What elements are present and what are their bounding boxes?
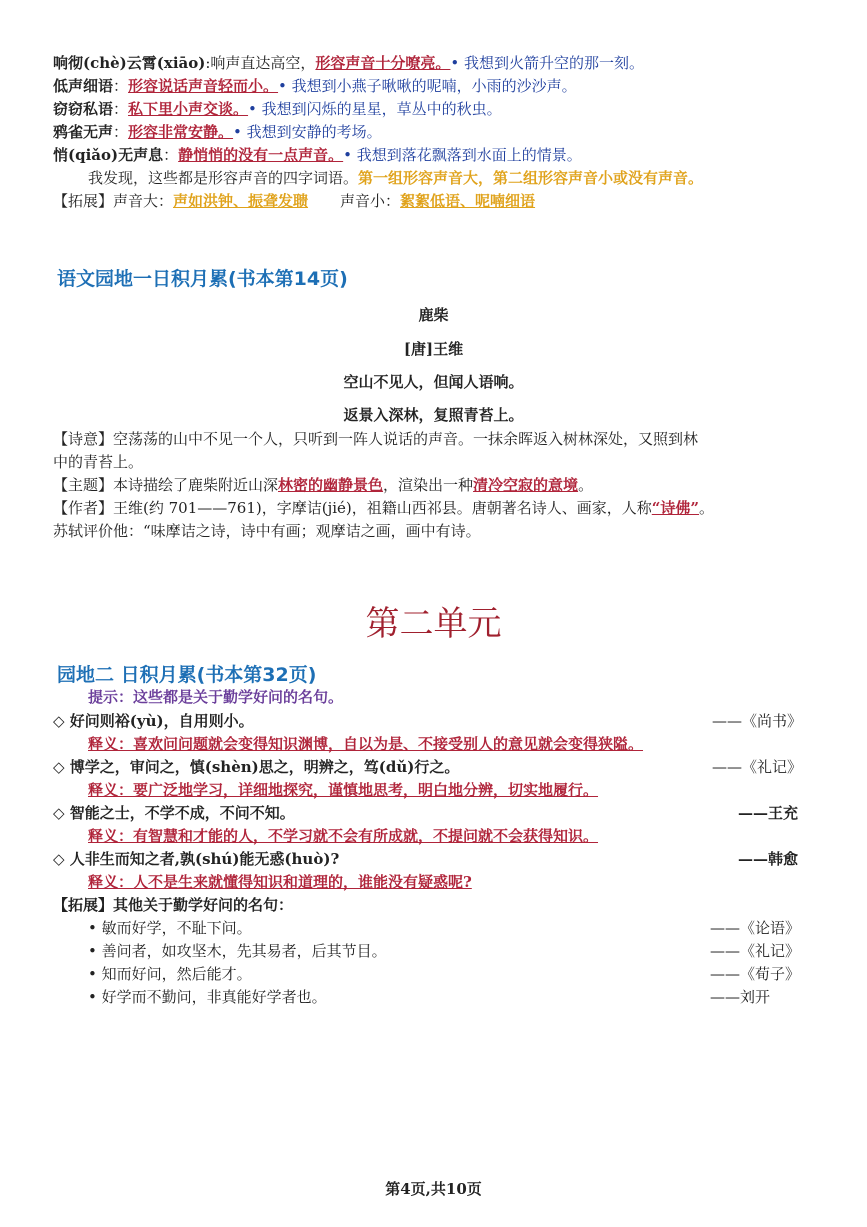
idiom-term: 窃窃私语 xyxy=(53,100,114,118)
idiom-plain: ： xyxy=(113,77,129,95)
quote-1: ◇ 好问则裕(yù)，自用则小。 xyxy=(53,712,254,730)
poem-meaning-2: 中的青苔上。 xyxy=(53,453,144,471)
idiom-association: • 我想到闪烁的星星，草丛中的秋虫。 xyxy=(248,100,502,118)
idiom-meaning: 形容非常安静。 xyxy=(128,123,234,141)
author-nickname: “诗佛” xyxy=(651,499,700,517)
expand-label: 【拓展】声音大： xyxy=(53,192,174,210)
quote-1-note: 释义：喜欢问问题就会变得知识渊博，自以为是、不接受别人的意见就会变得狭隘。 xyxy=(88,735,644,753)
quote-4: ◇ 人非生而知之者,孰(shú)能无惑(huò)? xyxy=(53,850,340,868)
discover-text: 我发现，这些都是形容声音的四字词语。 xyxy=(88,169,359,187)
extra-quote-2-source: ——《礼记》 xyxy=(710,942,801,960)
theme-text: 。 xyxy=(578,476,594,494)
idiom-association: • 我想到安静的考场。 xyxy=(233,123,382,141)
idiom-term: 响彻(chè)云霄(xiāo) xyxy=(53,54,206,72)
extra-quote-1: • 敏而好学，不耻下问。 xyxy=(88,919,252,937)
idiom-line-4 xyxy=(53,121,382,143)
idiom-meaning: 静悄悄的没有一点声音。 xyxy=(178,146,344,164)
idiom-line-5 xyxy=(53,144,582,166)
quote-2-note: 释义：要广泛地学习，详细地探究，谨慎地思考，明白地分辨，切实地履行。 xyxy=(88,781,599,799)
extra-quote-4-source: ——刘开 xyxy=(710,988,771,1006)
quote-3-source: ——王充 xyxy=(738,804,799,822)
quote-1-source: ——《尚书》 xyxy=(712,712,803,730)
poem-title: 鹿柴 xyxy=(418,306,449,324)
poem-meaning-1: 【诗意】空荡荡的山中不见一个人，只听到一阵人说话的声音。一抹余晖返入树林深处，又照到林 xyxy=(53,430,699,448)
quote-4-source: ——韩愈 xyxy=(738,850,799,868)
expand-sound-line xyxy=(53,190,535,212)
page-footer: 第4页,共10页 xyxy=(385,1180,482,1198)
expand-quiet: 絮絮低语、呢喃细语 xyxy=(400,192,536,210)
author-text: 。 xyxy=(699,499,715,517)
poem-theme xyxy=(53,474,593,496)
extra-quote-1-source: ——《论语》 xyxy=(710,919,801,937)
discover-group1: 第一组形容声音大， xyxy=(358,169,494,187)
author-note xyxy=(53,497,714,519)
idiom-term: 低声细语 xyxy=(53,77,114,95)
theme-highlight-2: 清冷空寂的意境 xyxy=(473,476,579,494)
idiom-plain: ： xyxy=(113,123,129,141)
unit-title: 第二单元 xyxy=(365,604,502,644)
discover-group2: 第二组形容声音小或没有声音。 xyxy=(493,169,704,187)
theme-text: ，渲染出一种 xyxy=(383,476,474,494)
quote-2: ◇ 博学之，审问之，慎(shèn)思之，明辨之，笃(dǔ)行之。 xyxy=(53,758,460,776)
poem-line-1: 空山不见人，但闻人语响。 xyxy=(343,373,524,391)
quote-4-note: 释义：人不是生来就懂得知识和道理的，谁能没有疑惑呢? xyxy=(88,873,472,891)
poem-line-2: 返景入深林，复照青苔上。 xyxy=(343,406,524,424)
theme-highlight-1: 林密的幽静景色 xyxy=(278,476,384,494)
expand-loud: 声如洪钟、振聋发聩 xyxy=(173,192,309,210)
idiom-term: 鸦雀无声 xyxy=(53,123,114,141)
idiom-meaning: 形容说话声音轻而小。 xyxy=(128,77,279,95)
idiom-association: • 我想到火箭升空的那一刻。 xyxy=(450,54,645,72)
idiom-meaning: 形容声音十分嘹亮。 xyxy=(315,54,451,72)
extra-quote-4: • 好学而不勤问，非真能好学者也。 xyxy=(88,988,327,1006)
discover-line xyxy=(88,167,703,189)
extra-quote-2: • 善问者，如攻坚木，先其易者，后其节目。 xyxy=(88,942,387,960)
expand-2-label: 【拓展】其他关于勤学好问的名句： xyxy=(53,896,294,914)
idiom-meaning: 私下里小声交谈。 xyxy=(128,100,249,118)
section-1-title: 语文园地一日积月累(书本第14页) xyxy=(57,268,348,290)
idiom-line-2 xyxy=(53,75,577,97)
idiom-plain: ： xyxy=(113,100,129,118)
idiom-plain: :响声直达高空， xyxy=(205,54,316,72)
author-note-2: 苏轼评价他：“味摩诘之诗，诗中有画；观摩诘之画，画中有诗。 xyxy=(53,522,481,540)
idiom-plain: ： xyxy=(163,146,179,164)
quote-2-source: ——《礼记》 xyxy=(712,758,803,776)
quote-3-note: 释义：有智慧和才能的人，不学习就不会有所成就，不提问就不会获得知识。 xyxy=(88,827,599,845)
section-2-title: 园地二 日积月累(书本第32页) xyxy=(57,664,317,686)
extra-quote-3: • 知而好问，然后能才。 xyxy=(88,965,252,983)
hint-text: 提示：这些都是关于勤学好问的名句。 xyxy=(88,688,344,706)
poem-author: [唐]王维 xyxy=(403,340,464,358)
extra-quote-3-source: ——《荀子》 xyxy=(710,965,801,983)
idiom-line-1 xyxy=(53,52,644,74)
idiom-term: 悄(qiǎo)无声息 xyxy=(53,146,164,164)
idiom-line-3 xyxy=(53,98,502,120)
idiom-association: • 我想到小燕子啾啾的呢喃，小雨的沙沙声。 xyxy=(278,77,577,95)
idiom-association: • 我想到落花飘落到水面上的情景。 xyxy=(343,146,582,164)
author-text: 【作者】王维(约 701——761)，字摩诘(jié)，祖籍山西祁县。唐朝著名诗人、画家，人称 xyxy=(53,499,652,517)
theme-text: 【主题】本诗描绘了鹿柴附近山深 xyxy=(53,476,279,494)
quote-3: ◇ 智能之士，不学不成，不问不知。 xyxy=(53,804,295,822)
expand-quiet-label: 声音小： xyxy=(340,192,401,210)
